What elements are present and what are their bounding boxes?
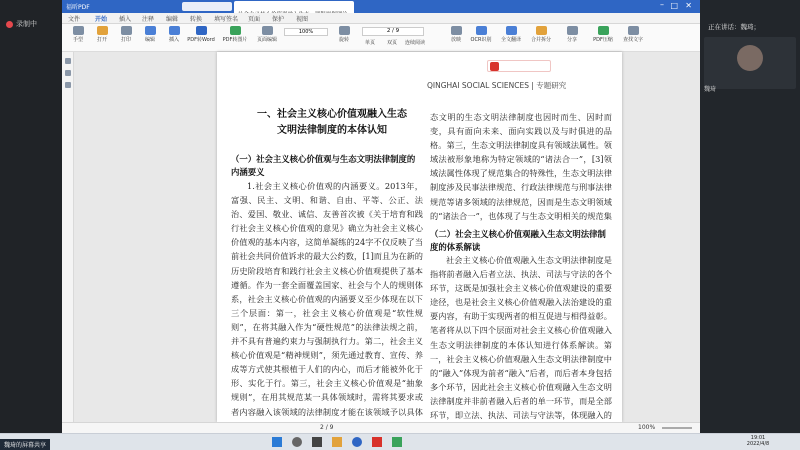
meeting-left-panel	[0, 0, 62, 433]
status-page-indicator[interactable]: 2 / 9	[320, 424, 334, 431]
pdf-app-window	[62, 0, 700, 433]
tab-file[interactable]: 文件	[68, 16, 81, 23]
find-text-button[interactable]: 查找文字	[618, 24, 648, 43]
record-dot-icon	[6, 21, 13, 28]
clock-time: 19:01	[750, 435, 766, 441]
hand-tool-button[interactable]: 手型	[64, 24, 92, 43]
participant-video[interactable]	[704, 37, 796, 89]
speaking-indicator: 正在讲话：魏琦；	[708, 23, 760, 31]
compress-icon	[598, 26, 609, 35]
tab-annotate[interactable]: 注释	[142, 16, 155, 23]
left-side-panel	[62, 52, 74, 422]
subsection-1-title: （一）社会主义核心价值观与生态文明法律制度的内涵要义	[231, 154, 416, 177]
page-icon	[262, 26, 273, 35]
search-icon	[628, 26, 639, 35]
word-icon	[196, 26, 207, 35]
recording-label: 录制中	[16, 20, 37, 28]
thumbnail-icon[interactable]	[65, 70, 71, 76]
rotate-icon	[339, 26, 350, 35]
pdf-to-word-button[interactable]: PDF转Word	[184, 24, 218, 43]
ribbon-toolbar	[62, 24, 700, 52]
slideshow-button[interactable]: 放映	[442, 24, 470, 43]
translate-button[interactable]: 全文翻译	[496, 24, 526, 43]
avatar	[737, 45, 763, 71]
insert-icon	[169, 26, 180, 35]
task-view-icon[interactable]	[312, 437, 322, 447]
double-page-button[interactable]: 双页	[386, 40, 397, 46]
windows-taskbar	[0, 433, 800, 450]
ocr-icon	[476, 26, 487, 35]
open-button[interactable]: 打开	[88, 24, 116, 43]
zoom-slider[interactable]	[662, 427, 692, 429]
rotate-button[interactable]: 旋转	[330, 24, 358, 43]
pdf-to-image-button[interactable]: PDF转图片	[218, 24, 252, 43]
close-window-icon[interactable]: ✕	[685, 1, 692, 10]
share-button[interactable]: 分享	[558, 24, 586, 43]
image-icon	[230, 26, 241, 35]
search-icon[interactable]	[292, 437, 302, 447]
insert-button[interactable]: 插入	[160, 24, 188, 43]
zoom-field[interactable]: 100%	[284, 28, 328, 36]
paragraph-3: 社会主义核心价值观融入生态文明法律制度是指将前者融入后者立法、执法、司法与守法的各个环节，这既是加强社会主义核心价值观建设的重要途径，也是社会主义核心价值观融入法治建设的重要内容，有助于实现两者的相互促进与相得益彰。笔者将从以下四个层面对社会主义核心价值观融入生态文明法律制度的本体认知进行体系解读。第一，社会主义核心价值观融入生态文明法律制度中的“融入”体现为前者“融入”后者，而后者本身包括多个环节，因此社会主义核心价值观融入生态文明法律制度并非前者融入后者的单一环节，而是全部环节，即立法、执法、司法与守法等，体现融入的	[430, 255, 612, 421]
translate-icon	[506, 26, 517, 35]
paragraph-2: 态文明的生态文明法律制度也因时而生、因时而变，具有面向未来、面向实践以及与时俱进的品格。第三，生态文明法律制度具有领域法属性。领域法被形象地称为特定领域的“诸法合一”，[3]领域法属性体现了规范集合的特殊性，生态文明法律制度涉及民事法律规范、行政法律规范与刑事法律规范等诸多领域的法律规范，因而是生态文明领域的“诸法合一”，也体现了与生态文明相关的规范集	[430, 112, 612, 221]
hand-icon	[73, 26, 84, 35]
home-tab[interactable]	[182, 2, 232, 11]
edit-button[interactable]: 编辑	[136, 24, 164, 43]
maximize-window-icon[interactable]: □	[670, 1, 678, 10]
status-bar	[62, 422, 700, 433]
menu-tabs	[62, 13, 700, 24]
file-explorer-icon[interactable]	[332, 437, 342, 447]
start-icon[interactable]	[272, 437, 282, 447]
ocr-button[interactable]: OCR识别	[466, 24, 496, 43]
print-button[interactable]: 打印	[112, 24, 140, 43]
tab-fill-sign[interactable]: 填写签名	[214, 16, 239, 23]
participant-name: 魏琦	[704, 86, 717, 93]
minimize-window-icon[interactable]: –	[660, 0, 664, 9]
clock[interactable]	[738, 435, 778, 447]
app-titlebar	[62, 0, 700, 13]
logo-mark-icon	[490, 62, 499, 71]
folder-icon	[97, 26, 108, 35]
merge-icon	[536, 26, 547, 35]
share-icon	[567, 26, 578, 35]
app-name: 福昕PDF	[66, 4, 90, 11]
pdf-page	[217, 52, 622, 422]
continuous-read-button[interactable]: 连续阅读	[404, 40, 425, 46]
slideshow-icon	[451, 26, 462, 35]
status-zoom[interactable]: 100%	[638, 424, 656, 431]
meeting-app-icon[interactable]	[392, 437, 402, 447]
single-page-button[interactable]: 单页	[364, 40, 375, 46]
tab-protect[interactable]: 保护	[272, 16, 285, 23]
tab-pages[interactable]: 页面	[248, 16, 261, 23]
tab-convert[interactable]: 转换	[190, 16, 203, 23]
tab-home[interactable]: 开始	[95, 16, 108, 23]
subsection-2-title: （二）社会主义核心价值观融入生态文明法律制度的体系解读	[430, 229, 606, 252]
section-title-line2: 文明法律制度的本体认知	[277, 125, 387, 136]
printer-icon	[121, 26, 132, 35]
tab-edit[interactable]: 编辑	[166, 16, 179, 23]
edge-icon[interactable]	[352, 437, 362, 447]
journal-header: QINGHAI SOCIAL SCIENCES | 专题研究	[427, 81, 567, 90]
edit-icon	[145, 26, 156, 35]
comment-icon[interactable]	[65, 82, 71, 88]
tab-view[interactable]: 视图	[296, 16, 309, 23]
section-title-line1: 一、社会主义核心价值观融入生态	[257, 109, 407, 120]
doc-tab[interactable]	[234, 1, 354, 13]
paragraph-1: 1.社会主义核心价值观的内涵要义。2013年，富强、民主、文明、和谐、自由、平等、公正、法治、爱国、敬业、诚信、友善首次被《关于培育和践行社会主义核心价值观的意见》确立为社会主义核心价值观的基本内容，这简单凝练的24字不仅反映了当前社会共同价值诉求的最大公约数，[1]而且为在新的历史阶段培育和践行社会主义核心价值观提供了基本遵循。作为一套全面覆盖国家、社会与个人的规则体系，社会主义核心价值观的内涵要义至少体现在以下三个层面：第一，社会主义核心价值观是“软性规则”，在将其融入作为“硬性规范”的法律法规之前，并不具有普遍约束力与强制执行力。第二，社会主义核心价值观是“精神规则”，须先通过教育、宣传、养成等方式使其根植于人们的内心，而后才能被外化于形、实化于行。第三，社会主义核心价值观是“抽象规则”，在用其规范某一具体领域时，需将其要求或者内容融入该领域的法律制度才能在该领域予以具体	[231, 181, 423, 417]
recording-indicator[interactable]	[6, 19, 37, 29]
pdf-app-icon[interactable]	[372, 437, 382, 447]
page-edit-button[interactable]: 页面编辑	[252, 24, 282, 43]
journal-logo	[487, 60, 551, 72]
screen-share-label[interactable]: 魏琦的屏幕共享	[0, 439, 50, 450]
pdf-compress-button[interactable]: PDF压缩	[588, 24, 618, 43]
merge-split-button[interactable]: 合并拆分	[526, 24, 556, 43]
tab-insert[interactable]: 插入	[119, 16, 132, 23]
clock-date: 2022/4/8	[746, 441, 770, 447]
page-indicator[interactable]: 2 / 9	[362, 27, 424, 36]
bookmark-icon[interactable]	[65, 58, 71, 64]
